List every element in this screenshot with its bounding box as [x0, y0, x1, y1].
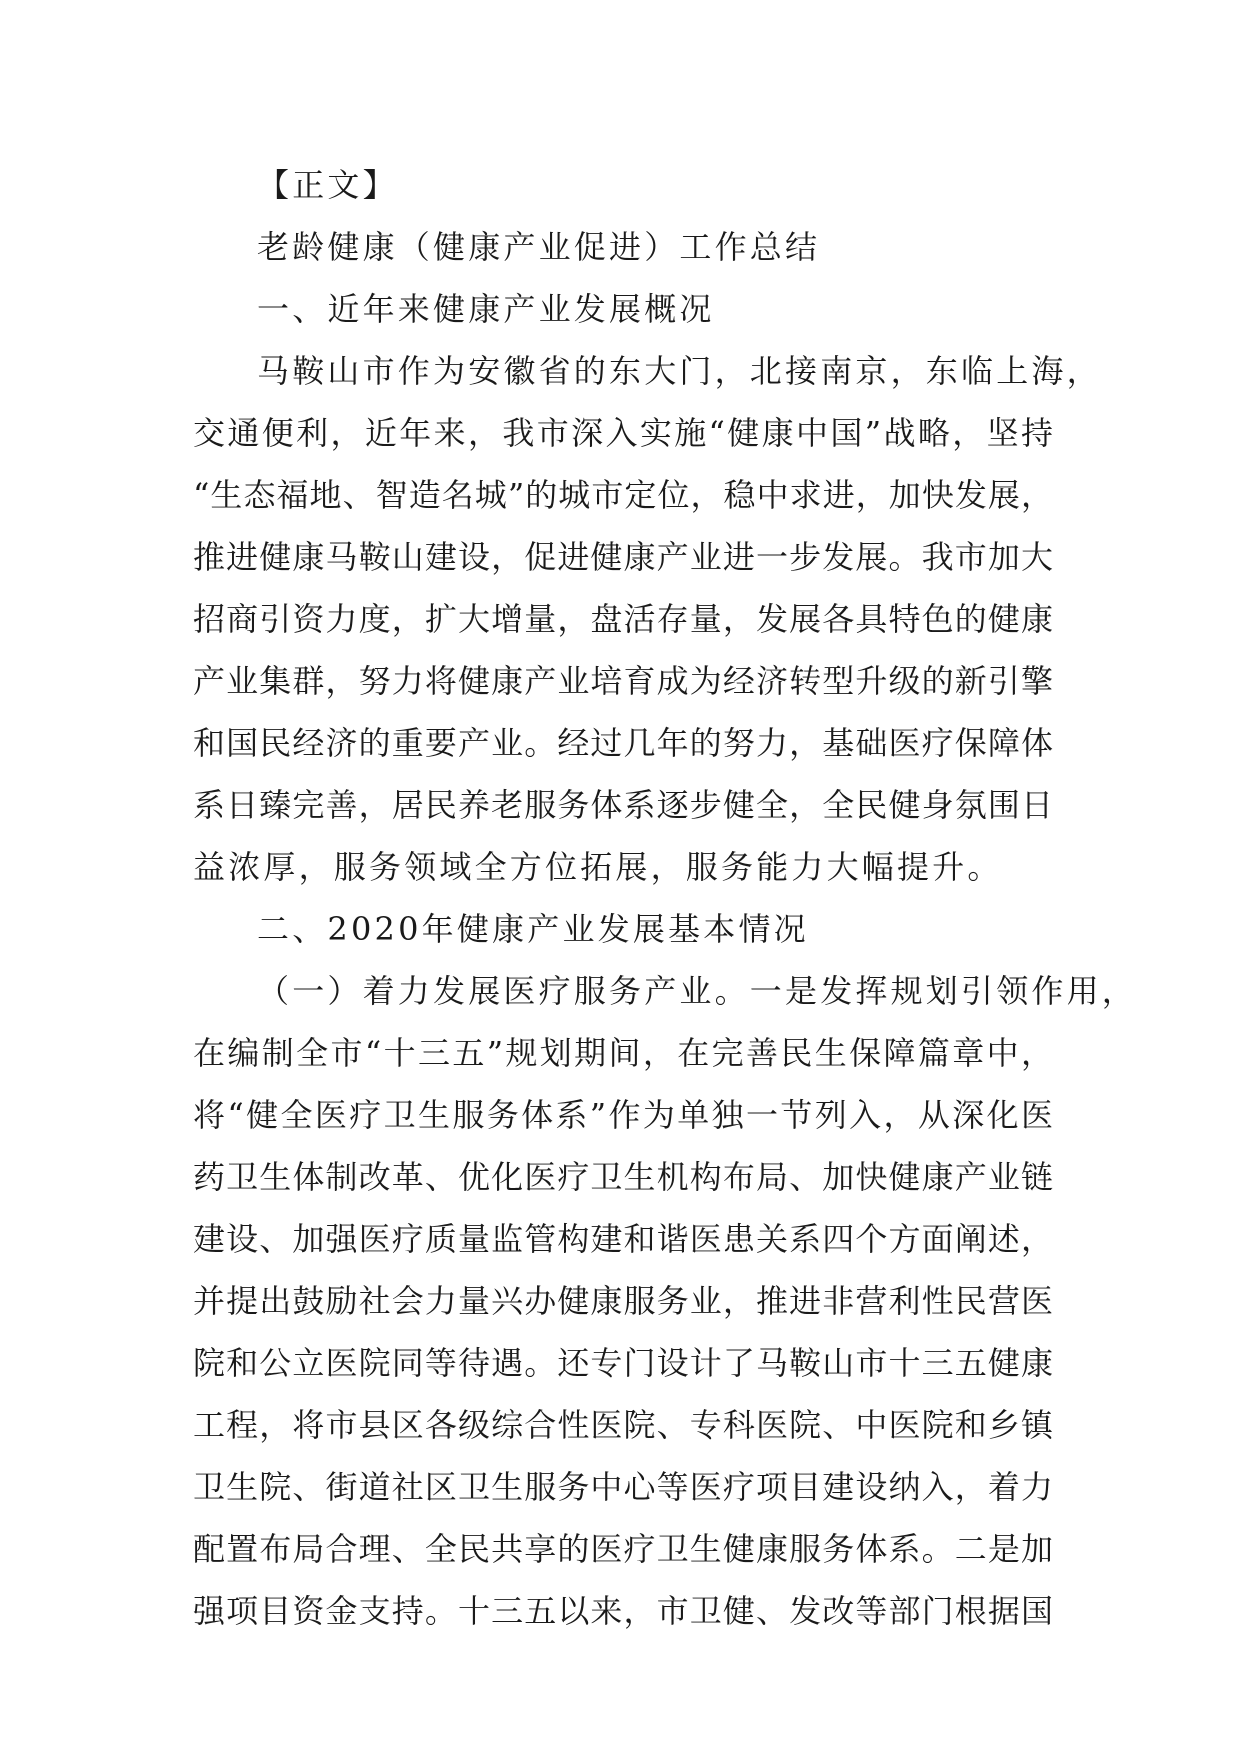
paragraph-line: 推进健康马鞍山建设，促进健康产业进一步发展。我市加大: [193, 538, 1053, 576]
paragraph-line: 交通便利，近年来，我市深入实施“健康中国”战略，坚持: [193, 414, 1053, 452]
section-1-heading: 一、近年来健康产业发展概况: [257, 290, 715, 328]
paragraph-line: 系日臻完善，居民养老服务体系逐步健全，全民健身氛围日: [193, 786, 1053, 824]
paragraph-line: 招商引资力度，扩大增量，盘活存量，发展各具特色的健康: [193, 600, 1053, 638]
section-2-paragraph: [193, 960, 1138, 1642]
paragraph-line: 工程，将市县区各级综合性医院、专科医院、中医院和乡镇: [193, 1406, 1053, 1444]
paragraph-line: “生态福地、智造名城”的城市定位，稳中求进，加快发展，: [193, 476, 1053, 514]
paragraph-line: 配置布局合理、全民共享的医疗卫生健康服务体系。二是加: [193, 1530, 1053, 1568]
document-title: 老龄健康（健康产业促进）工作总结: [257, 228, 821, 266]
paragraph-line: 建设、加强医疗质量监管构建和谐医患关系四个方面阐述，: [193, 1220, 1053, 1258]
document-tag: 【正文】: [257, 166, 398, 204]
paragraph-line: 在编制全市“十三五”规划期间，在完善民生保障篇章中，: [193, 1034, 1053, 1072]
paragraph-line: 益浓厚，服务领域全方位拓展，服务能力大幅提升。: [193, 848, 1003, 886]
paragraph-line: 卫生院、街道社区卫生服务中心等医疗项目建设纳入，着力: [193, 1468, 1053, 1506]
paragraph-line: 强项目资金支持。十三五以来，市卫健、发改等部门根据国: [193, 1592, 1053, 1630]
paragraph-line: 并提出鼓励社会力量兴办健康服务业，推进非营利性民营医: [193, 1282, 1053, 1320]
document-body: [193, 154, 1138, 1642]
paragraph-line: 药卫生体制改革、优化医疗卫生机构布局、加快健康产业链: [193, 1158, 1053, 1196]
paragraph-line: 产业集群，努力将健康产业培育成为经济转型升级的新引擎: [193, 662, 1053, 700]
paragraph-line: 院和公立医院同等待遇。还专门设计了马鞍山市十三五健康: [193, 1344, 1053, 1382]
paragraph-line: 和国民经济的重要产业。经过几年的努力，基础医疗保障体: [193, 724, 1053, 762]
section-2-heading: 二、2020年健康产业发展基本情况: [257, 910, 809, 948]
paragraph-line: 马鞍山市作为安徽省的东大门，北接南京，东临上海，: [257, 352, 1102, 390]
section-1-paragraph: [193, 340, 1102, 898]
paragraph-line: 将“健全医疗卫生服务体系”作为单独一节列入，从深化医: [193, 1096, 1053, 1134]
paragraph-line: （一）着力发展医疗服务产业。一是发挥规划引领作用，: [257, 972, 1138, 1010]
